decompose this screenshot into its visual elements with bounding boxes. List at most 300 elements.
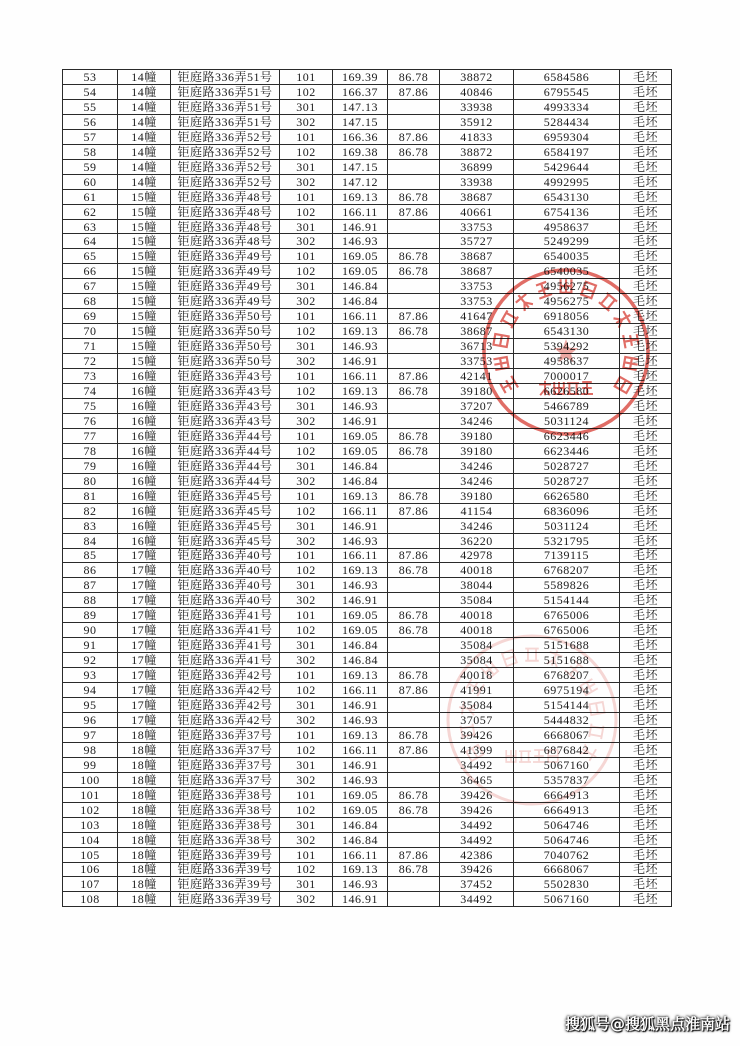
room-cell: 101: [280, 309, 333, 324]
finish-cell: 毛坯: [620, 892, 672, 907]
index-cell: 57: [63, 130, 118, 145]
finish-cell: 毛坯: [620, 100, 672, 115]
unit-price-cell: 40018: [440, 623, 514, 638]
sub-area-cell: 86.78: [388, 668, 440, 683]
total-price-cell: 5031124: [514, 519, 620, 534]
index-cell: 84: [63, 534, 118, 549]
room-cell: 301: [280, 698, 333, 713]
room-cell: 101: [280, 728, 333, 743]
area-cell: 146.91: [333, 593, 388, 608]
address-cell: 钜庭路336弄51号: [171, 85, 280, 100]
index-cell: 95: [63, 698, 118, 713]
address-cell: 钜庭路336弄42号: [171, 713, 280, 728]
finish-cell: 毛坯: [620, 773, 672, 788]
finish-cell: 毛坯: [620, 833, 672, 848]
building-cell: 14幢: [118, 145, 171, 160]
sub-area-cell: [388, 220, 440, 235]
address-cell: 钜庭路336弄43号: [171, 384, 280, 399]
sub-area-cell: 86.78: [388, 70, 440, 85]
room-cell: 301: [280, 877, 333, 892]
index-cell: 86: [63, 563, 118, 578]
total-price-cell: 6918056: [514, 309, 620, 324]
area-cell: 169.05: [333, 429, 388, 444]
unit-price-cell: 40846: [440, 85, 514, 100]
total-price-cell: 6664913: [514, 803, 620, 818]
area-cell: 169.13: [333, 863, 388, 878]
total-price-cell: 5394292: [514, 339, 620, 354]
building-cell: 15幢: [118, 264, 171, 279]
room-cell: 102: [280, 743, 333, 758]
area-cell: 169.05: [333, 788, 388, 803]
index-cell: 87: [63, 578, 118, 593]
address-cell: 钜庭路336弄42号: [171, 683, 280, 698]
building-cell: 15幢: [118, 279, 171, 294]
building-cell: 17幢: [118, 593, 171, 608]
data-table: [62, 69, 672, 907]
finish-cell: 毛坯: [620, 205, 672, 220]
area-cell: 146.91: [333, 892, 388, 907]
sub-area-cell: 86.78: [388, 489, 440, 504]
index-cell: 63: [63, 220, 118, 235]
total-price-cell: 6876842: [514, 743, 620, 758]
unit-price-cell: 42141: [440, 369, 514, 384]
finish-cell: 毛坯: [620, 339, 672, 354]
building-cell: 16幢: [118, 504, 171, 519]
unit-price-cell: 34492: [440, 818, 514, 833]
sub-area-cell: 87.86: [388, 205, 440, 220]
address-cell: 钜庭路336弄50号: [171, 354, 280, 369]
index-cell: 107: [63, 877, 118, 892]
building-cell: 16幢: [118, 414, 171, 429]
unit-price-cell: 38872: [440, 70, 514, 85]
sub-area-cell: [388, 698, 440, 713]
building-cell: 17幢: [118, 549, 171, 564]
total-price-cell: 5249299: [514, 234, 620, 249]
unit-price-cell: 41154: [440, 504, 514, 519]
total-price-cell: 6754136: [514, 205, 620, 220]
finish-cell: 毛坯: [620, 489, 672, 504]
unit-price-cell: 33938: [440, 175, 514, 190]
finish-cell: 毛坯: [620, 788, 672, 803]
address-cell: 钜庭路336弄39号: [171, 877, 280, 892]
total-price-cell: 7000017: [514, 369, 620, 384]
finish-cell: 毛坯: [620, 70, 672, 85]
index-cell: 53: [63, 70, 118, 85]
total-price-cell: 5502830: [514, 877, 620, 892]
finish-cell: 毛坯: [620, 653, 672, 668]
room-cell: 101: [280, 130, 333, 145]
room-cell: 302: [280, 534, 333, 549]
finish-cell: 毛坯: [620, 504, 672, 519]
unit-price-cell: 34492: [440, 758, 514, 773]
sub-area-cell: 86.78: [388, 608, 440, 623]
total-price-cell: 5067160: [514, 892, 620, 907]
index-cell: 54: [63, 85, 118, 100]
building-cell: 16幢: [118, 474, 171, 489]
index-cell: 71: [63, 339, 118, 354]
area-cell: 166.11: [333, 205, 388, 220]
unit-price-cell: 34492: [440, 892, 514, 907]
finish-cell: 毛坯: [620, 234, 672, 249]
address-cell: 钜庭路336弄39号: [171, 892, 280, 907]
area-cell: 166.11: [333, 848, 388, 863]
unit-price-cell: 35084: [440, 638, 514, 653]
finish-cell: 毛坯: [620, 309, 672, 324]
total-price-cell: 5589826: [514, 578, 620, 593]
building-cell: 17幢: [118, 668, 171, 683]
index-cell: 60: [63, 175, 118, 190]
room-cell: 101: [280, 788, 333, 803]
index-cell: 98: [63, 743, 118, 758]
sub-area-cell: 86.78: [388, 324, 440, 339]
unit-price-cell: 38044: [440, 578, 514, 593]
area-cell: 169.05: [333, 264, 388, 279]
unit-price-cell: 39180: [440, 489, 514, 504]
unit-price-cell: 35912: [440, 115, 514, 130]
area-cell: 169.13: [333, 324, 388, 339]
area-cell: 146.84: [333, 818, 388, 833]
room-cell: 101: [280, 190, 333, 205]
unit-price-cell: 35727: [440, 234, 514, 249]
sub-area-cell: 87.86: [388, 369, 440, 384]
area-cell: 169.05: [333, 249, 388, 264]
building-cell: 18幢: [118, 788, 171, 803]
finish-cell: 毛坯: [620, 85, 672, 100]
area-cell: 146.93: [333, 713, 388, 728]
room-cell: 302: [280, 414, 333, 429]
index-cell: 102: [63, 803, 118, 818]
building-cell: 18幢: [118, 758, 171, 773]
address-cell: 钜庭路336弄41号: [171, 653, 280, 668]
finish-cell: 毛坯: [620, 145, 672, 160]
finish-cell: 毛坯: [620, 623, 672, 638]
room-cell: 102: [280, 863, 333, 878]
finish-cell: 毛坯: [620, 549, 672, 564]
area-cell: 147.15: [333, 115, 388, 130]
index-cell: 73: [63, 369, 118, 384]
finish-cell: 毛坯: [620, 593, 672, 608]
address-cell: 钜庭路336弄45号: [171, 489, 280, 504]
area-cell: 146.93: [333, 877, 388, 892]
unit-price-cell: 35084: [440, 593, 514, 608]
building-cell: 16幢: [118, 399, 171, 414]
building-cell: 15幢: [118, 205, 171, 220]
total-price-cell: 5466789: [514, 399, 620, 414]
area-cell: 169.13: [333, 384, 388, 399]
room-cell: 301: [280, 638, 333, 653]
total-price-cell: 6623446: [514, 444, 620, 459]
room-cell: 101: [280, 70, 333, 85]
total-price-cell: 5154144: [514, 593, 620, 608]
room-cell: 102: [280, 324, 333, 339]
area-cell: 147.15: [333, 160, 388, 175]
sub-area-cell: [388, 593, 440, 608]
room-cell: 302: [280, 294, 333, 309]
total-price-cell: 6540035: [514, 264, 620, 279]
room-cell: 302: [280, 653, 333, 668]
unit-price-cell: 34246: [440, 414, 514, 429]
room-cell: 301: [280, 160, 333, 175]
sub-area-cell: [388, 279, 440, 294]
address-cell: 钜庭路336弄39号: [171, 863, 280, 878]
finish-cell: 毛坯: [620, 354, 672, 369]
area-cell: 146.93: [333, 234, 388, 249]
address-cell: 钜庭路336弄44号: [171, 474, 280, 489]
sub-area-cell: 87.86: [388, 85, 440, 100]
watermark-text: 搜狐号@搜狐黑点淮南站: [564, 1015, 730, 1033]
total-price-cell: 6795545: [514, 85, 620, 100]
address-cell: 钜庭路336弄51号: [171, 70, 280, 85]
finish-cell: 毛坯: [620, 130, 672, 145]
area-cell: 169.13: [333, 190, 388, 205]
address-cell: 钜庭路336弄45号: [171, 519, 280, 534]
finish-cell: 毛坯: [620, 369, 672, 384]
finish-cell: 毛坯: [620, 638, 672, 653]
building-cell: 16幢: [118, 444, 171, 459]
building-cell: 17幢: [118, 683, 171, 698]
address-cell: 钜庭路336弄51号: [171, 100, 280, 115]
address-cell: 钜庭路336弄52号: [171, 160, 280, 175]
index-cell: 78: [63, 444, 118, 459]
building-cell: 16幢: [118, 534, 171, 549]
finish-cell: 毛坯: [620, 863, 672, 878]
unit-price-cell: 35084: [440, 698, 514, 713]
total-price-cell: 4958637: [514, 354, 620, 369]
finish-cell: 毛坯: [620, 743, 672, 758]
address-cell: 钜庭路336弄41号: [171, 638, 280, 653]
room-cell: 302: [280, 234, 333, 249]
sub-area-cell: 87.86: [388, 130, 440, 145]
building-cell: 16幢: [118, 384, 171, 399]
room-cell: 301: [280, 220, 333, 235]
unit-price-cell: 34246: [440, 459, 514, 474]
unit-price-cell: 41991: [440, 683, 514, 698]
unit-price-cell: 42386: [440, 848, 514, 863]
room-cell: 301: [280, 459, 333, 474]
address-cell: 钜庭路336弄39号: [171, 848, 280, 863]
unit-price-cell: 39426: [440, 863, 514, 878]
total-price-cell: 6836096: [514, 504, 620, 519]
building-cell: 17幢: [118, 563, 171, 578]
index-cell: 103: [63, 818, 118, 833]
finish-cell: 毛坯: [620, 474, 672, 489]
sub-area-cell: 86.78: [388, 429, 440, 444]
unit-price-cell: 39426: [440, 803, 514, 818]
finish-cell: 毛坯: [620, 848, 672, 863]
building-cell: 14幢: [118, 130, 171, 145]
address-cell: 钜庭路336弄48号: [171, 234, 280, 249]
finish-cell: 毛坯: [620, 683, 672, 698]
sub-area-cell: 86.78: [388, 803, 440, 818]
area-cell: 166.36: [333, 130, 388, 145]
total-price-cell: 4956275: [514, 294, 620, 309]
room-cell: 101: [280, 249, 333, 264]
room-cell: 302: [280, 175, 333, 190]
index-cell: 94: [63, 683, 118, 698]
building-cell: 16幢: [118, 369, 171, 384]
finish-cell: 毛坯: [620, 294, 672, 309]
sub-area-cell: [388, 713, 440, 728]
total-price-cell: 6626580: [514, 489, 620, 504]
index-cell: 62: [63, 205, 118, 220]
address-cell: 钜庭路336弄42号: [171, 668, 280, 683]
address-cell: 钜庭路336弄38号: [171, 818, 280, 833]
room-cell: 302: [280, 892, 333, 907]
sub-area-cell: 86.78: [388, 788, 440, 803]
address-cell: 钜庭路336弄40号: [171, 593, 280, 608]
room-cell: 301: [280, 399, 333, 414]
area-cell: 146.93: [333, 534, 388, 549]
address-cell: 钜庭路336弄41号: [171, 623, 280, 638]
index-cell: 65: [63, 249, 118, 264]
address-cell: 钜庭路336弄42号: [171, 698, 280, 713]
area-cell: 146.93: [333, 578, 388, 593]
address-cell: 钜庭路336弄44号: [171, 444, 280, 459]
unit-price-cell: 36465: [440, 773, 514, 788]
sub-area-cell: 87.86: [388, 549, 440, 564]
finish-cell: 毛坯: [620, 758, 672, 773]
area-cell: 146.84: [333, 833, 388, 848]
sub-area-cell: [388, 100, 440, 115]
finish-cell: 毛坯: [620, 519, 672, 534]
unit-price-cell: 40018: [440, 608, 514, 623]
finish-cell: 毛坯: [620, 608, 672, 623]
total-price-cell: 6623446: [514, 429, 620, 444]
room-cell: 301: [280, 100, 333, 115]
index-cell: 76: [63, 414, 118, 429]
sub-area-cell: [388, 339, 440, 354]
building-cell: 14幢: [118, 115, 171, 130]
finish-cell: 毛坯: [620, 728, 672, 743]
area-cell: 147.13: [333, 100, 388, 115]
room-cell: 302: [280, 474, 333, 489]
index-cell: 68: [63, 294, 118, 309]
sub-area-cell: [388, 534, 440, 549]
sub-area-cell: [388, 160, 440, 175]
finish-cell: 毛坯: [620, 444, 672, 459]
building-cell: 17幢: [118, 623, 171, 638]
address-cell: 钜庭路336弄37号: [171, 728, 280, 743]
total-price-cell: 6584197: [514, 145, 620, 160]
room-cell: 102: [280, 803, 333, 818]
area-cell: 146.91: [333, 220, 388, 235]
index-cell: 55: [63, 100, 118, 115]
sub-area-cell: [388, 833, 440, 848]
sub-area-cell: [388, 758, 440, 773]
room-cell: 102: [280, 504, 333, 519]
index-cell: 74: [63, 384, 118, 399]
sub-area-cell: 86.78: [388, 384, 440, 399]
sub-area-cell: [388, 653, 440, 668]
finish-cell: 毛坯: [620, 414, 672, 429]
address-cell: 钜庭路336弄51号: [171, 115, 280, 130]
area-cell: 169.13: [333, 563, 388, 578]
index-cell: 56: [63, 115, 118, 130]
finish-cell: 毛坯: [620, 384, 672, 399]
total-price-cell: 7040762: [514, 848, 620, 863]
address-cell: 钜庭路336弄52号: [171, 130, 280, 145]
finish-cell: 毛坯: [620, 698, 672, 713]
address-cell: 钜庭路336弄44号: [171, 459, 280, 474]
index-cell: 81: [63, 489, 118, 504]
finish-cell: 毛坯: [620, 713, 672, 728]
building-cell: 17幢: [118, 698, 171, 713]
address-cell: 钜庭路336弄45号: [171, 534, 280, 549]
unit-price-cell: 40018: [440, 668, 514, 683]
unit-price-cell: 38687: [440, 264, 514, 279]
sub-area-cell: 86.78: [388, 623, 440, 638]
finish-cell: 毛坯: [620, 803, 672, 818]
sub-area-cell: [388, 519, 440, 534]
address-cell: 钜庭路336弄41号: [171, 608, 280, 623]
finish-cell: 毛坯: [620, 190, 672, 205]
room-cell: 102: [280, 145, 333, 160]
total-price-cell: 5028727: [514, 474, 620, 489]
area-cell: 169.13: [333, 668, 388, 683]
index-cell: 97: [63, 728, 118, 743]
finish-cell: 毛坯: [620, 818, 672, 833]
unit-price-cell: 39426: [440, 728, 514, 743]
address-cell: 钜庭路336弄48号: [171, 190, 280, 205]
unit-price-cell: 41399: [440, 743, 514, 758]
address-cell: 钜庭路336弄48号: [171, 220, 280, 235]
total-price-cell: 6543130: [514, 324, 620, 339]
area-cell: 169.05: [333, 623, 388, 638]
unit-price-cell: 37057: [440, 713, 514, 728]
total-price-cell: 6668067: [514, 863, 620, 878]
room-cell: 101: [280, 429, 333, 444]
address-cell: 钜庭路336弄37号: [171, 743, 280, 758]
unit-price-cell: 37452: [440, 877, 514, 892]
room-cell: 101: [280, 549, 333, 564]
address-cell: 钜庭路336弄40号: [171, 578, 280, 593]
area-cell: 147.12: [333, 175, 388, 190]
unit-price-cell: 38872: [440, 145, 514, 160]
unit-price-cell: 42978: [440, 549, 514, 564]
area-cell: 166.11: [333, 369, 388, 384]
unit-price-cell: 39180: [440, 384, 514, 399]
room-cell: 302: [280, 713, 333, 728]
building-cell: 16幢: [118, 489, 171, 504]
address-cell: 钜庭路336弄52号: [171, 175, 280, 190]
index-cell: 88: [63, 593, 118, 608]
building-cell: 15幢: [118, 294, 171, 309]
area-cell: 166.11: [333, 549, 388, 564]
total-price-cell: 5151688: [514, 638, 620, 653]
index-cell: 77: [63, 429, 118, 444]
area-cell: 169.13: [333, 728, 388, 743]
address-cell: 钜庭路336弄49号: [171, 249, 280, 264]
unit-price-cell: 37207: [440, 399, 514, 414]
unit-price-cell: 34246: [440, 519, 514, 534]
area-cell: 146.84: [333, 294, 388, 309]
index-cell: 75: [63, 399, 118, 414]
total-price-cell: 5067160: [514, 758, 620, 773]
room-cell: 102: [280, 563, 333, 578]
address-cell: 钜庭路336弄50号: [171, 339, 280, 354]
building-cell: 18幢: [118, 892, 171, 907]
total-price-cell: 4993334: [514, 100, 620, 115]
total-price-cell: 5444832: [514, 713, 620, 728]
room-cell: 102: [280, 444, 333, 459]
finish-cell: 毛坯: [620, 279, 672, 294]
unit-price-cell: 38687: [440, 190, 514, 205]
room-cell: 301: [280, 279, 333, 294]
index-cell: 69: [63, 309, 118, 324]
unit-price-cell: 34246: [440, 474, 514, 489]
total-price-cell: 6668067: [514, 728, 620, 743]
building-cell: 15幢: [118, 339, 171, 354]
